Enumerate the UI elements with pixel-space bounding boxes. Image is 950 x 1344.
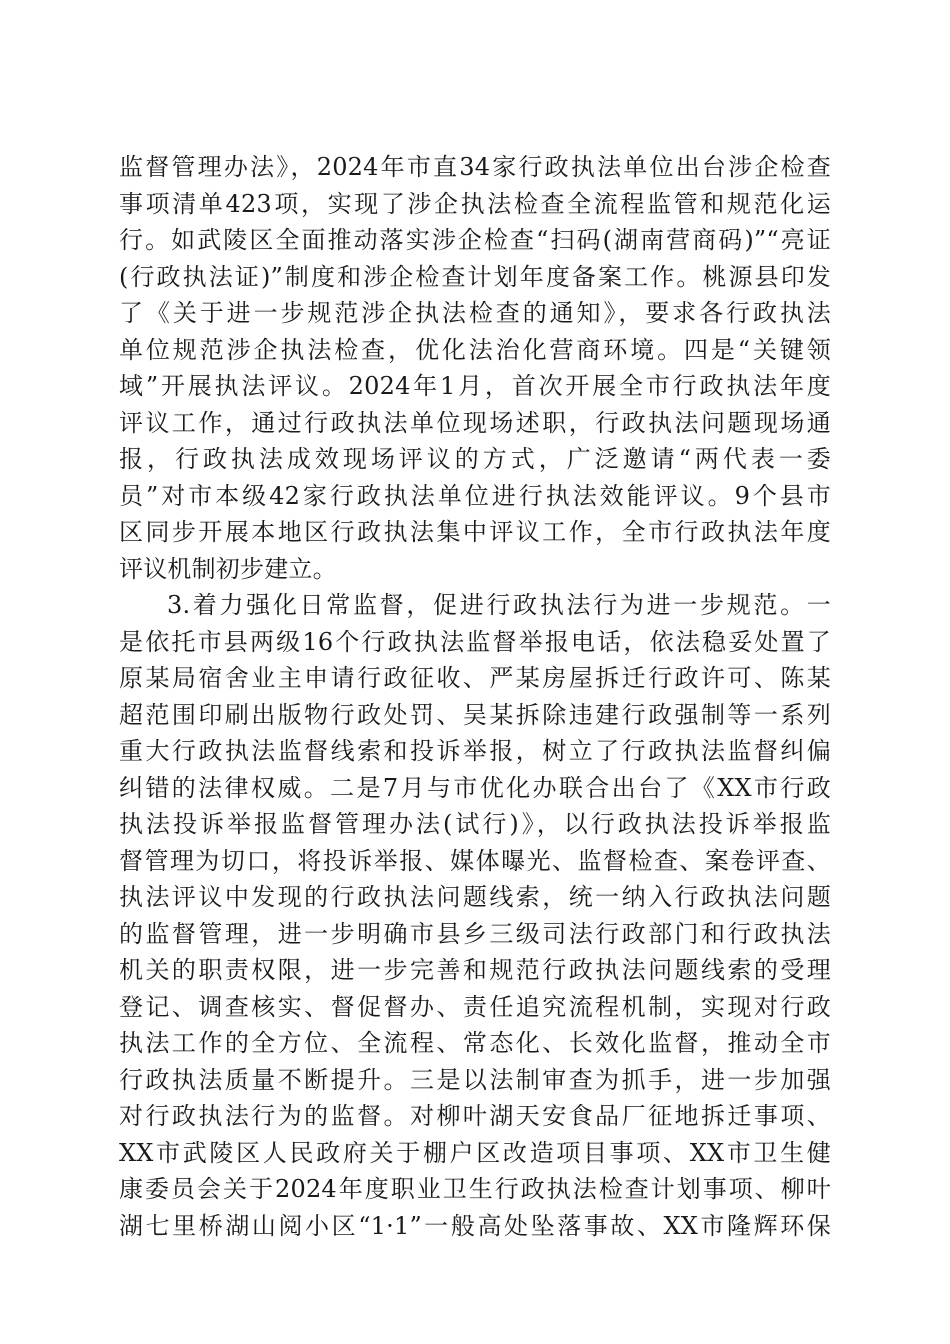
text-line: 重大行政执法监督线索和投诉举报，树立了行政执法监督纠偏 [119,737,831,765]
text-line: XX市武陵区人民政府关于棚户区改造项目事项、XX市卫生健 [119,1138,831,1167]
text-line: 报，行政执法成效现场评议的方式，广泛邀请“两代表一委 [119,445,831,473]
text-line: (行政执法证)”制度和涉企检查计划年度备案工作。桃源县印发 [119,262,831,291]
text-line: 超范围印刷出版物行政处罚、吴某拆除违建行政强制等一系列 [119,700,831,729]
text-line: 执法评议中发现的行政执法问题线索，统一纳入行政执法问题 [119,883,831,911]
text-line: 了《关于进一步规范涉企执法检查的通知》，要求各行政执法 [119,299,831,327]
text-line: 域”开展执法评议。2024年1月，首次开展全市行政执法年度 [119,372,831,400]
text-line: 单位规范涉企执法检查，优化法治化营商环境。四是“关键领 [119,335,831,364]
text-line: 是依托市县两级16个行政执法监督举报电话，依法稳妥处置了 [119,627,831,656]
text-line: 康委员会关于2024年度职业卫生行政执法检查计划事项、柳叶 [119,1175,831,1203]
text-line: 监督管理办法》，2024年市直34家行政执法单位出台涉企检查 [119,153,831,181]
text-line: 事项清单423项，实现了涉企执法检查全流程监管和规范化运 [119,189,831,218]
text-line: 登记、调查核实、督促督办、责任追究流程机制，实现对行政 [119,992,831,1021]
text-line: 原某局宿舍业主申请行政征收、严某房屋拆迁行政许可、陈某 [119,664,831,692]
text-line: 评议工作，通过行政执法单位现场述职，行政执法问题现场通 [119,408,831,437]
paragraph-1 [119,149,831,587]
text-line: 行政执法质量不断提升。三是以法制审查为抓手，进一步加强 [119,1065,831,1094]
body-text [119,149,831,1244]
text-line: 执法工作的全方位、全流程、常态化、长效化监督，推动全市 [119,1029,831,1057]
text-line: 的监督管理，进一步明确市县乡三级司法行政部门和行政执法 [119,919,831,948]
text-line: 行。如武陵区全面推动落实涉企检查“扫码(湖南营商码)”“亮证 [119,226,831,254]
text-line: 区同步开展本地区行政执法集中评议工作，全市行政执法年度 [119,518,831,546]
text-line: 对行政执法行为的监督。对柳叶湖天安食品厂征地拆迁事项、 [119,1102,831,1130]
text-line: 3.着力强化日常监督，促进行政执法行为进一步规范。一 [167,591,831,619]
text-line: 机关的职责权限，进一步完善和规范行政执法问题线索的受理 [119,956,831,984]
text-line: 执法投诉举报监督管理办法(试行)》，以行政执法投诉举报监 [119,810,831,838]
text-line: 评议机制初步建立。 [119,554,337,583]
text-line: 湖七里桥湖山阅小区“1·1”一般高处坠落事故、XX市隆辉环保 [119,1211,831,1240]
paragraph-2 [119,587,831,1244]
text-line: 纠错的法律权威。二是7月与市优化办联合出台了《XX市行政 [119,773,831,802]
text-line: 督管理为切口，将投诉举报、媒体曝光、监督检查、案卷评查、 [119,846,831,875]
text-line: 员”对市本级42家行政执法单位进行执法效能评议。9个县市 [119,481,831,510]
